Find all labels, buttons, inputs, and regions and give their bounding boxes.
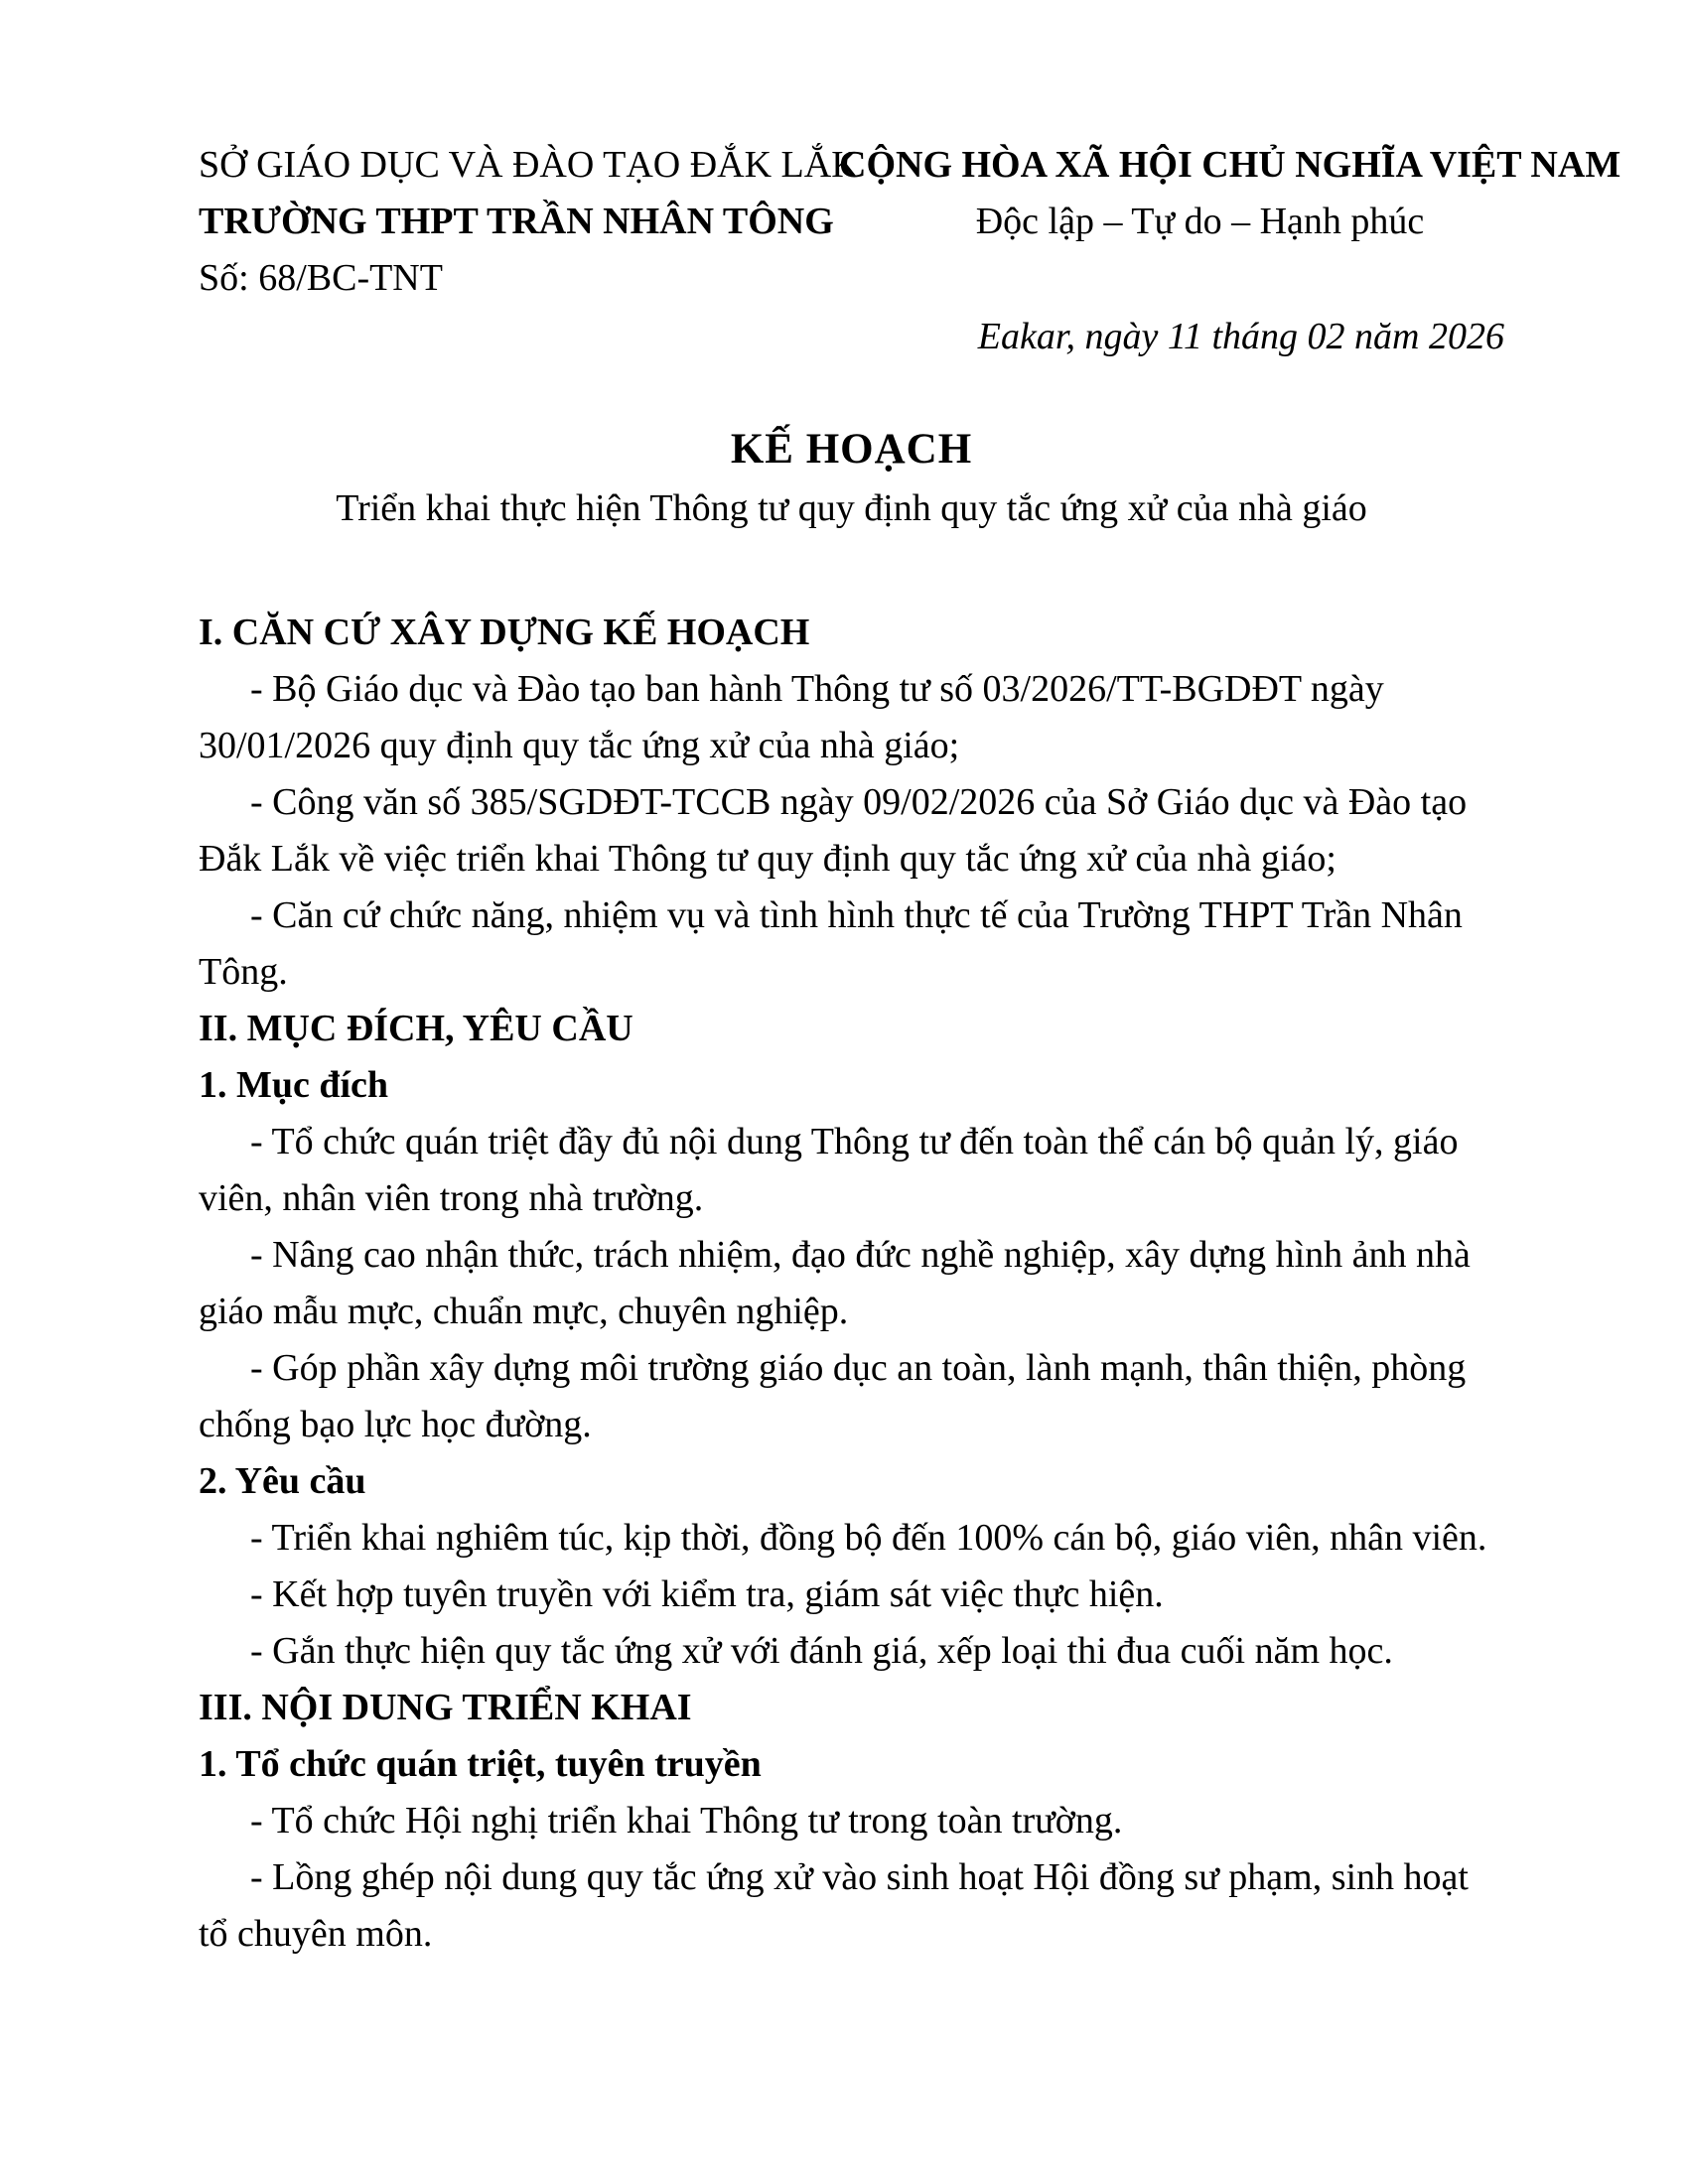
section-heading: II. MỤC ĐÍCH, YÊU CẦU	[199, 1008, 633, 1049]
paragraph: - Gắn thực hiện quy tắc ứng xử với đánh giá, xếp loại thi đua cuối năm học.	[250, 1630, 1393, 1672]
document-header	[199, 137, 1621, 307]
paragraph: - Kết hợp tuyên truyền với kiểm tra, giám sát việc thực hiện.	[250, 1573, 1164, 1615]
document-number: Số: 68/BC-TNT	[199, 257, 443, 299]
paragraph: - Căn cứ chức năng, nhiệm vụ và tình hình thực tế của Trường THPT Trần Nhân Tông.	[199, 894, 1463, 993]
paragraph: - Tổ chức Hội nghị triển khai Thông tư trong toàn trường.	[250, 1800, 1123, 1842]
national-motto: Độc lập – Tự do – Hạnh phúc	[975, 201, 1425, 242]
section-heading: I. CĂN CỨ XÂY DỰNG KẾ HOẠCH	[199, 612, 810, 653]
document-subtitle: Triển khai thực hiện Thông tư quy định quy tắc ứng xử của nhà giáo	[336, 487, 1367, 529]
paragraph: - Góp phần xây dựng môi trường giáo dục an toàn, lành mạnh, thân thiện, phòng chống bạo lực học đường.	[199, 1347, 1467, 1445]
school-name: TRƯỜNG THPT TRẦN NHÂN TÔNG	[199, 201, 834, 242]
paragraph: - Tổ chức quán triệt đầy đủ nội dung Thông tư đến toàn thể cán bộ quản lý, giáo viên, nhân viên trong nhà trường.	[199, 1121, 1459, 1219]
paragraph: - Công văn số 385/SGDĐT-TCCB ngày 09/02/2026 của Sở Giáo dục và Đào tạo Đắk Lắk về việc triển khai Thông tư quy định quy tắc ứng xử của nhà giáo;	[199, 781, 1468, 880]
issuing-department: SỞ GIÁO DỤC VÀ ĐÀO TẠO ĐẮK LẮK	[199, 144, 859, 186]
section-heading: 1. Mục đích	[199, 1064, 389, 1106]
header-right-column	[839, 137, 1621, 307]
document-title: KẾ HOẠCH	[730, 426, 973, 473]
paragraph: - Lồng ghép nội dung quy tắc ứng xử vào sinh hoạt Hội đồng sư phạm, sinh hoạt tổ chuyên môn.	[199, 1856, 1469, 1955]
document-body	[199, 605, 1504, 1963]
header-left-column	[199, 137, 859, 307]
paragraph: - Nâng cao nhận thức, trách nhiệm, đạo đức nghề nghiệp, xây dựng hình ảnh nhà giáo mẫu mực, chuẩn mực, chuyên nghiệp.	[199, 1234, 1471, 1332]
date-line: Eakar, ngày 11 tháng 02 năm 2026	[977, 316, 1504, 357]
section-heading: III. NỘI DUNG TRIỂN KHAI	[199, 1687, 692, 1728]
section-heading: 2. Yêu cầu	[199, 1460, 366, 1502]
section-heading: 1. Tổ chức quán triệt, tuyên truyền	[199, 1743, 762, 1785]
paragraph: - Triển khai nghiêm túc, kịp thời, đồng bộ đến 100% cán bộ, giáo viên, nhân viên.	[250, 1517, 1487, 1559]
national-title: CỘNG HÒA XÃ HỘI CHỦ NGHĨA VIỆT NAM	[839, 144, 1621, 186]
paragraph: - Bộ Giáo dục và Đào tạo ban hành Thông tư số 03/2026/TT-BGDĐT ngày 30/01/2026 quy định quy tắc ứng xử của nhà giáo;	[199, 668, 1384, 766]
